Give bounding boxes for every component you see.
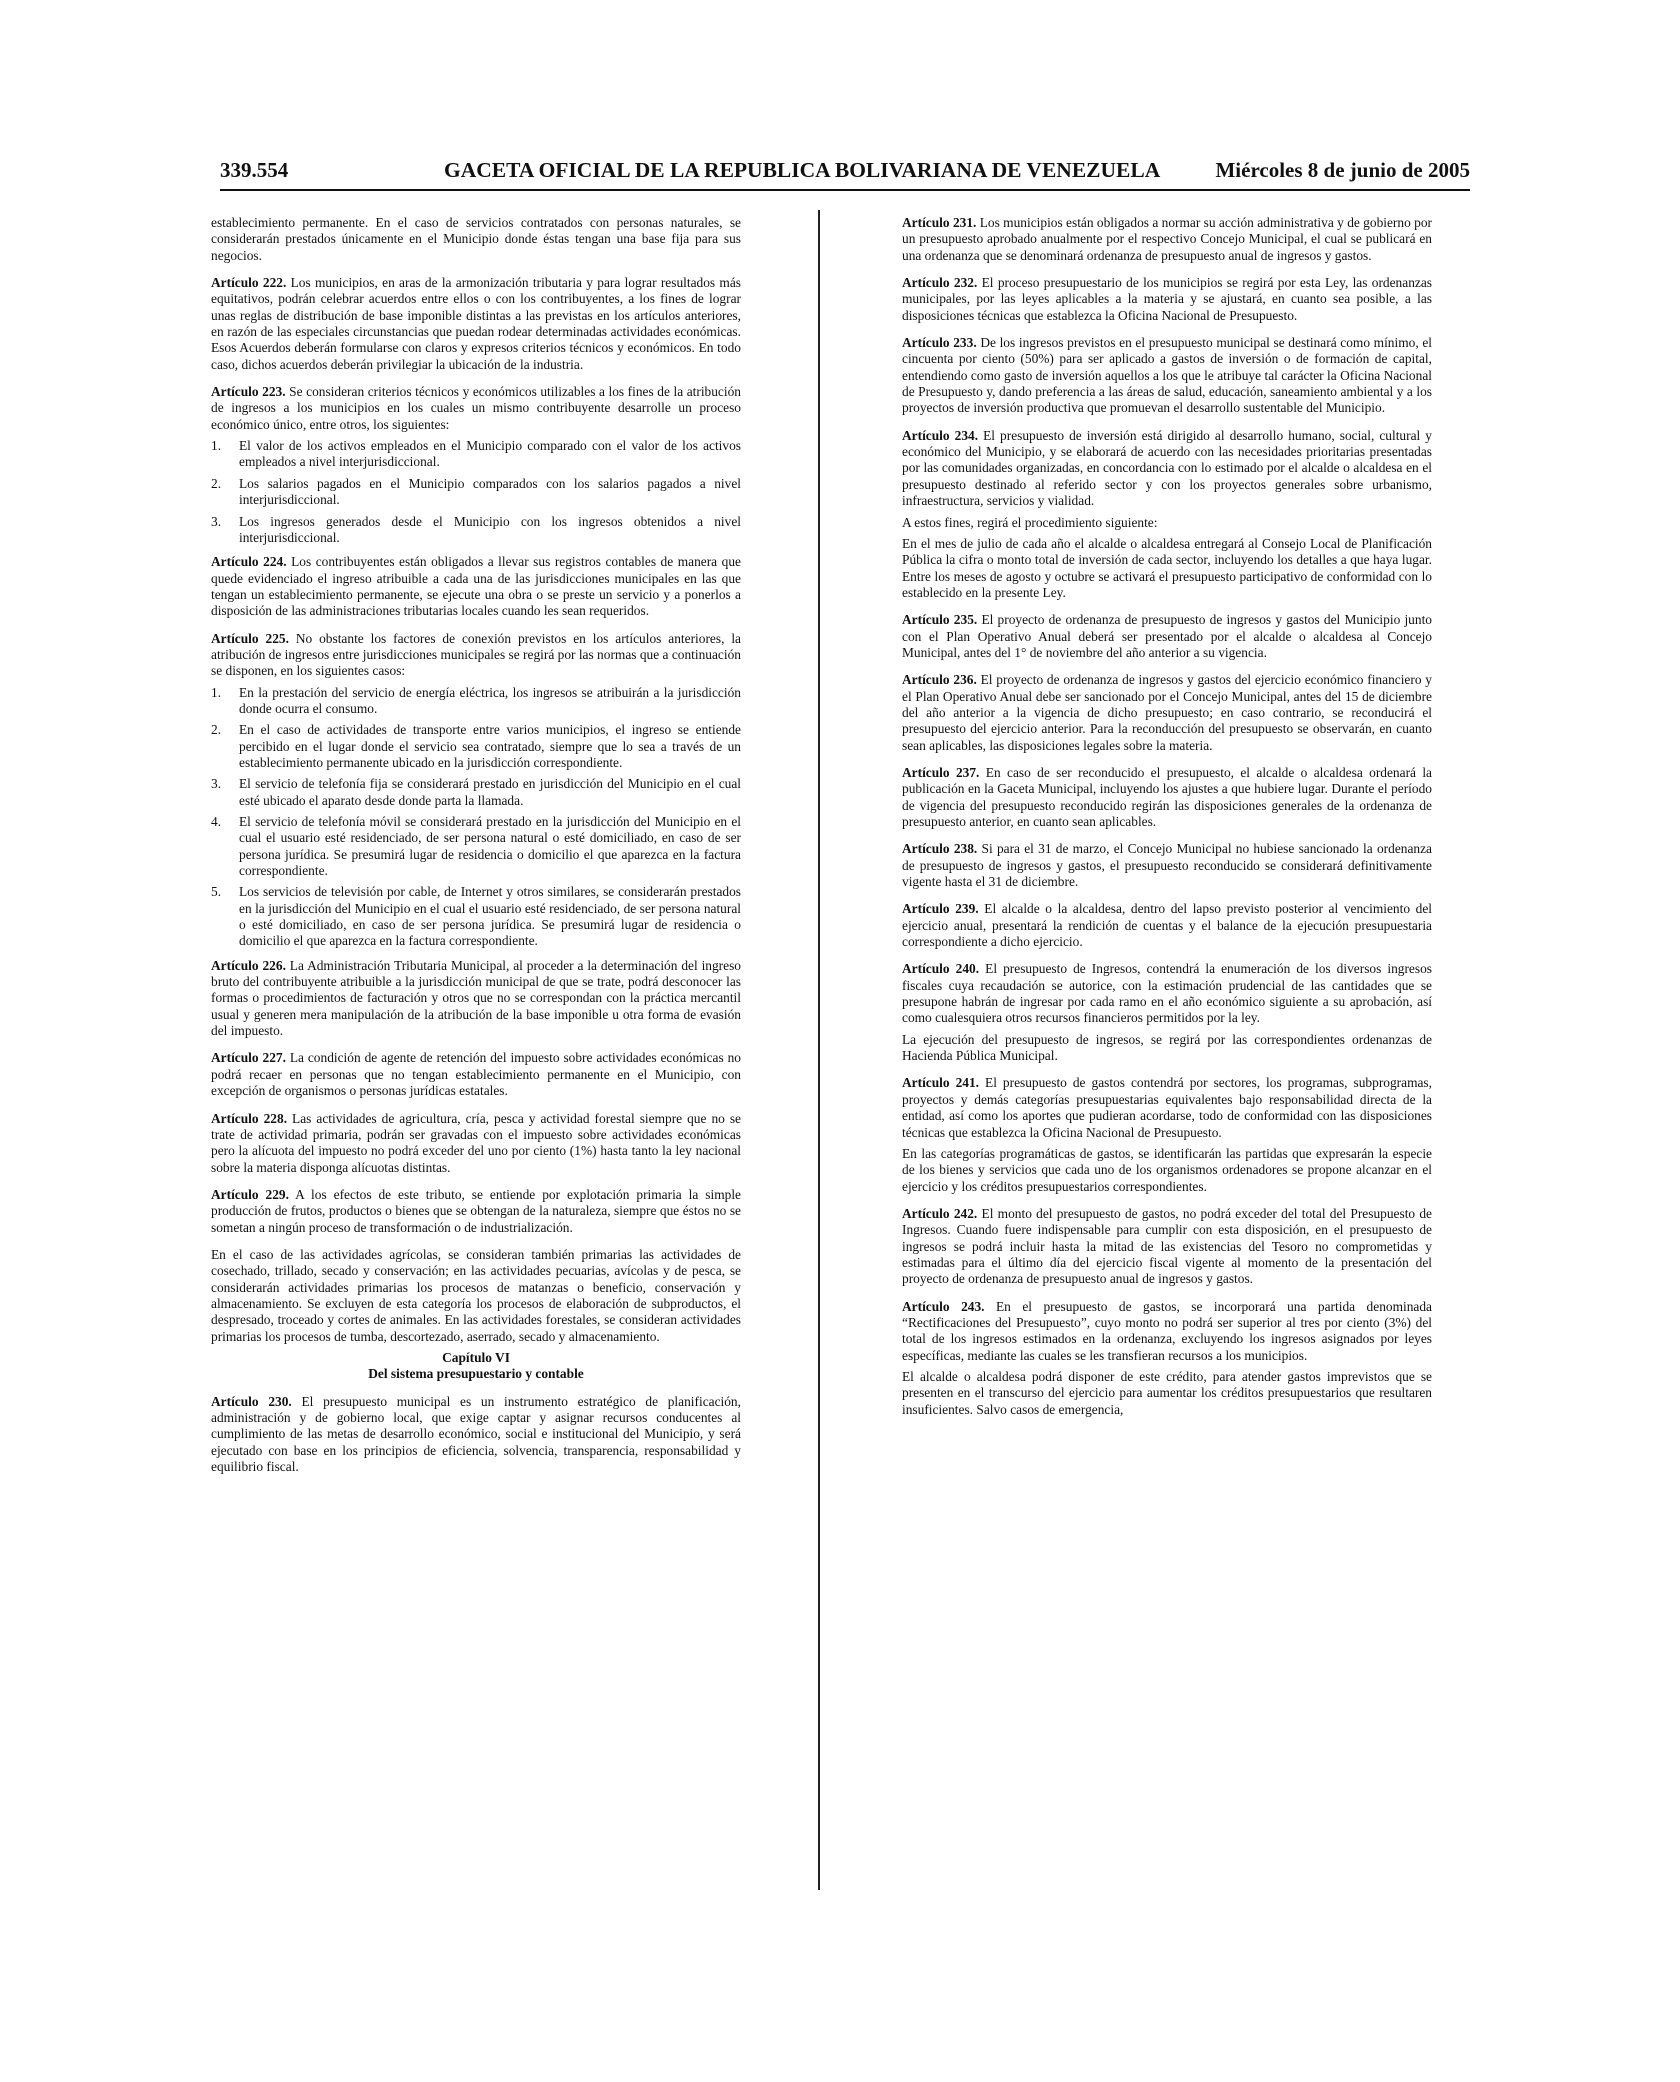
article-label: Artículo 234. [902, 427, 979, 443]
paragraph: A estos fines, regirá el procedimiento siguiente: [902, 514, 1158, 530]
item-number: 3. [211, 776, 222, 792]
left-column [211, 215, 741, 1486]
article-text: El proyecto de ordenanza de presupuesto de ingresos y gastos del Municipio junto con el Plan Operativo Anual deberá ser presentado por el alcalde o alcaldesa al Concejo Municipal, antes del 1° de noviembre del año anterior a su vigencia. [902, 612, 1432, 660]
list-item [211, 722, 741, 771]
item-number: 4. [211, 814, 222, 829]
article-228 [211, 1111, 741, 1176]
article-233 [902, 335, 1432, 417]
paragraph: El alcalde o alcaldesa podrá disponer de este crédito, para atender gastos imprevistos que se presenten en el transcurso del ejercicio para aumentar los créditos presupuestarios que resultaren insuficientes. Salvo casos de emergencia, [902, 1368, 1432, 1417]
article-242 [902, 1206, 1432, 1288]
article-236 [902, 672, 1432, 754]
article-text: El presupuesto de gastos contendrá por sectores, los programas, subprogramas, proyectos y demás categorías presupuestarias equivalentes bajo responsabilidad directa de la entidad, así como los aportes que pudieran acordarse, todo de conformidad con las disposiciones técnicas que establezca la Oficina Nacional de Presupuesto. [902, 1075, 1432, 1140]
article-223-list [211, 438, 741, 546]
article-text: El presupuesto municipal es un instrumento estratégico de planificación, administración y de gobierno local, que exige captar y asignar recursos conducentes al cumplimiento de las metas de desarrollo económico, social e institucional del Municipio, y será ejecutado con base en los principios de eficiencia, solvencia, transparencia, responsabilidad y equilibrio fiscal. [211, 1393, 741, 1475]
header-rule [220, 189, 1470, 191]
item-number: 2. [211, 475, 222, 491]
article-label: Artículo 242. [902, 1205, 978, 1221]
article-text: A los efectos de este tributo, se entiende por explotación primaria la simple producción de frutos, productos o bienes que se obtengan de la naturaleza, siempre que éstos no se sometan a ningún proceso de transformación o de industrialización. [211, 1186, 741, 1235]
article-label: Artículo 225. [211, 630, 289, 646]
page-number: 339.554 [220, 158, 289, 182]
chapter-title: Capítulo VI [442, 1349, 510, 1365]
list-item [211, 814, 741, 879]
article-text: El monto del presupuesto de gastos, no podrá exceder del total del Presupuesto de Ingresos. Cuando fuere indispensable para cumplir con esta disposición, en el presupuesto de ingresos se podrá incluir hasta la mitad de las existencias del Tesoro no comprometidas y estimadas para el último día del ejercicio fiscal vigente al momento de la presentación del proyecto de ordenanza de presupuesto anual de ingresos y gastos. [902, 1205, 1432, 1287]
article-label: Artículo 226. [211, 957, 286, 973]
item-number: 1. [211, 684, 222, 700]
item-number: 5. [211, 884, 222, 900]
article-label: Artículo 238. [902, 841, 978, 857]
article-label: Artículo 235. [902, 612, 978, 628]
article-235 [902, 612, 1432, 661]
article-label: Artículo 230. [211, 1393, 292, 1409]
paragraph: establecimiento permanente. En el caso de servicios contratados con personas naturales, se considerarán prestados únicamente en el Municipio donde éstas tengan una base fija para sus negocios. [211, 215, 741, 263]
article-241 [902, 1075, 1432, 1140]
article-label: Artículo 224. [211, 554, 287, 570]
article-label: Artículo 241. [902, 1075, 980, 1091]
list-item [211, 514, 741, 547]
item-number: 3. [211, 513, 222, 529]
list-item [211, 438, 741, 471]
article-label: Artículo 237. [902, 764, 980, 780]
article-text: No obstante los factores de conexión previstos en los artículos anteriores, la atribución de ingresos entre jurisdicciones municipales se regirá por las normas que a continuación se disponen, en los siguientes casos: [211, 630, 741, 679]
article-label: Artículo 236. [902, 672, 977, 688]
article-label: Artículo 223. [211, 384, 286, 400]
item-number: 1. [211, 438, 222, 454]
item-number: 2. [211, 722, 222, 738]
list-item [211, 884, 741, 949]
publication-title: GACETA OFICIAL DE LA REPUBLICA BOLIVARIANA DE VENEZUELA [444, 158, 1161, 182]
article-226 [211, 958, 741, 1040]
article-237 [902, 765, 1432, 830]
article-label: Artículo 239. [902, 901, 979, 917]
article-224 [211, 554, 741, 619]
item-text: Los ingresos generados desde el Municipio con los ingresos obtenidos a nivel interjurisdiccional. [239, 513, 741, 545]
article-text: Se consideran criterios técnicos y económicos utilizables a los fines de la atribución de ingresos a los municipios en los cuales un mismo contribuyente desarrolle un proceso económico único, entre otros, los siguientes: [211, 384, 741, 432]
item-text: El valor de los activos empleados en el Municipio comparado con el valor de los activos empleados a nivel interjurisdiccional. [239, 438, 741, 470]
article-227 [211, 1050, 741, 1099]
list-item [211, 776, 741, 809]
article-225-list [211, 685, 741, 950]
article-label: Artículo 227. [211, 1050, 286, 1066]
article-232 [902, 275, 1432, 324]
article-label: Artículo 243. [902, 1298, 985, 1314]
article-229 [211, 1187, 741, 1236]
article-text: Los municipios, en aras de la armonización tributaria y para lograr resultados más equitativos, podrán celebrar acuerdos entre ellos o con los contribuyentes, a los fines de lograr unas reglas de distribución de base imponible distintas a las previstas en los artículos anteriores, en razón de las especiales circunstancias que puedan rodear determinadas actividades económicas. Esos Acuerdos deberán formularse con claros y expresos criterios técnicos y económicos. En todo caso, dichos acuerdos deberán privilegiar la ubicación de la industria. [211, 275, 741, 372]
paragraph: En el caso de las actividades agrícolas, se consideran también primarias las actividades de cosechado, trillado, secado y conservación; en las actividades pecuarias, avícolas y de pesca, se considerarán actividades primarias los procesos de matanzas o beneficio, conservación y almacenamiento. Se excluyen de esta categoría los procesos de elaboración de subproductos, el despresado, troceado y cortes de animales. En las actividades forestales, se consideran actividades primarias los procesos de tumba, descortezado, aserrado, secado y almacenamiento. [211, 1246, 741, 1344]
article-text: El presupuesto de Ingresos, contendrá la enumeración de los diversos ingresos fiscales cuya recaudación se autorice, con la estimación prudencial de las cantidades que se presupone habrán de ingresar por cada ramo en el año económico siguiente a su aprobación, así como cualesquiera otros recursos financieros permitidos por la ley. [902, 961, 1432, 1026]
article-text: Los contribuyentes están obligados a llevar sus registros contables de manera que quede evidenciado el ingreso atribuible a cada una de las jurisdicciones municipales en las que tengan un establecimiento permanente, se ejecute una obra o se preste un servicio y a ponerlos a disposición de las administraciones tributarias locales cuando les sean requeridos. [211, 554, 741, 619]
list-item [211, 685, 741, 718]
paragraph: En el mes de julio de cada año el alcalde o alcaldesa entregará al Consejo Local de Planificación Pública la cifra o monto total de inversión de cada sector, incluyendo los detalles a que haya lugar. Entre los meses de agosto y octubre se activará el presupuesto participativo de conformidad con lo establecido en la presente Ley. [902, 535, 1432, 600]
item-text: Los salarios pagados en el Municipio comparados con los salarios pagados a nivel interjurisdiccional. [239, 475, 741, 508]
chapter-subtitle: Del sistema presupuestario y contable [368, 1366, 584, 1382]
article-text: La Administración Tributaria Municipal, al proceder a la determinación del ingreso bruto del contribuyente atribuible a la jurisdicción municipal de que se trate, podrá desconocer las formas o procedimientos de facturación y otros que no se correspondan con la práctica mercantil usual y generen mera manipulación de la atribución de la base imponible u otra forma de evasión del impuesto. [211, 957, 741, 1039]
article-label: Artículo 229. [211, 1186, 289, 1202]
item-text: Los servicios de televisión por cable, de Internet y otros similares, se considerarán prestados en la jurisdicción del Municipio en el cual el usuario esté residenciado, de ser persona natural o esté domiciliado, en caso de ser persona jurídica. Se presumirá lugar de residencia o domicilio el que aparezca en la factura correspondiente. [239, 884, 741, 949]
article-text: La condición de agente de retención del impuesto sobre actividades económicas no podrá recaer en personas que no tengan establecimiento permanente en el Municipio, con excepción de organismos o personas jurídicas estatales. [211, 1050, 741, 1099]
article-text: El presupuesto de inversión está dirigido al desarrollo humano, social, cultural y económico del Municipio, y se elaborará de acuerdo con las necesidades prioritarias presentadas por las comunidades organizadas, en concordancia con lo estimado por el alcalde o alcaldesa en el presupuesto destinado al referido sector y con los proyectos generales sobre urbanismo, infraestructura, servicios y vialidad. [902, 427, 1432, 509]
article-222 [211, 275, 741, 373]
article-238 [902, 841, 1432, 890]
article-label: Artículo 232. [902, 275, 978, 291]
article-text: El proceso presupuestario de los municipios se regirá por esta Ley, las ordenanzas municipales, por las leyes aplicables a la materia y se ajustará, en cuanto sea posible, a las disposiciones técnicas que establezca la Oficina Nacional de Presupuesto. [902, 275, 1432, 323]
page-header [220, 158, 1470, 190]
article-text: En el presupuesto de gastos, se incorporará una partida denominada “Rectificaciones del Presupuesto”, cuyo monto no podrá ser superior al tres por ciento (3%) del total de los ingresos estimados en la ordenanza, excluyendo los ingresos asignados por leyes específicas, mediante las cuales se les transfieran recursos a los municipios. [902, 1298, 1432, 1363]
paragraph: La ejecución del presupuesto de ingresos, se regirá por las correspondientes ordenanzas de Hacienda Pública Municipal. [902, 1031, 1432, 1064]
item-text: El servicio de telefonía fija se considerará prestado en jurisdicción del Municipio en el cual esté ubicado el aparato desde donde parta la llamada. [239, 776, 741, 808]
article-text: Los municipios están obligados a normar su acción administrativa y de gobierno por un presupuesto aprobado anualmente por el respectivo Concejo Municipal, el cual se publicará en una ordenanza que se denominará ordenanza de presupuesto anual de ingresos y gastos. [902, 215, 1432, 263]
article-text: El proyecto de ordenanza de ingresos y gastos del ejercicio económico financiero y el Plan Operativo Anual debe ser sancionado por el Concejo Municipal, antes del 15 de diciembre del año anterior a la vigencia de dicho presupuesto; en caso contrario, se reconducirá el presupuesto del ejercicio anterior. Para la reconducción del presupuesto se observarán, en cuanto sean aplicables, las disposiciones legales sobre la materia. [902, 672, 1432, 753]
article-label: Artículo 233. [902, 335, 977, 351]
article-230 [211, 1394, 741, 1476]
article-240 [902, 961, 1432, 1026]
article-225 [211, 631, 741, 680]
item-text: En el caso de actividades de transporte entre varios municipios, el ingreso se entiende percibido en el lugar donde el servicio sea contratado, siempre que lo sea a través de un establecimiento permanente ubicado en la jurisdicción correspondiente. [239, 722, 741, 770]
article-223 [211, 384, 741, 433]
article-234 [902, 428, 1432, 510]
list-item [211, 476, 741, 509]
paragraph: En las categorías programáticas de gastos, se identificarán las partidas que expresarán la especie de los bienes y servicios que cada uno de los organismos ordenadores se propone alcanzar en el ejercicio y los créditos presupuestarios correspondientes. [902, 1145, 1432, 1194]
article-label: Artículo 228. [211, 1110, 288, 1126]
article-text: De los ingresos previstos en el presupuesto municipal se destinará como mínimo, el cincuenta por ciento (50%) para ser aplicado a gastos de inversión o de formación de capital, entendiendo como gasto de inversión aquellos a los que le atribuye tal carácter la Oficina Nacional de Presupuesto y, dando preferencia a las áreas de salud, educación, saneamiento ambiental y a los proyectos de inversión productiva que promuevan el desarrollo sustentable del Municipio. [902, 335, 1432, 416]
right-column [902, 215, 1432, 1429]
column-divider [818, 210, 820, 1890]
article-label: Artículo 231. [902, 215, 977, 230]
article-text: Las actividades de agricultura, cría, pesca y actividad forestal siempre que no se trate de actividad primaria, podrán ser gravadas con el impuesto sobre actividades económicas pero la alícuota del impuesto no podrá exceder del uno por ciento (1%) hasta tanto la ley nacional sobre la materia disponga alícuotas distintas. [211, 1110, 741, 1175]
article-text: En caso de ser reconducido el presupuesto, el alcalde o alcaldesa ordenará la publicación en la Gaceta Municipal, incluyendo los ajustes a que hubiere lugar. Durante el período de vigencia del presupuesto reconducido regirán las disposiciones generales de la ordenanza de presupuesto anterior, en cuanto sean aplicables. [902, 764, 1432, 829]
article-label: Artículo 222. [211, 275, 287, 291]
article-text: Si para el 31 de marzo, el Concejo Municipal no hubiese sancionado la ordenanza de presupuesto de ingresos y gastos, el presupuesto reconducido se considerará definitivamente vigente hasta el 31 de diciembre. [902, 841, 1432, 890]
item-text: En la prestación del servicio de energía eléctrica, los ingresos se atribuirán a la jurisdicción donde ocurra el consumo. [239, 684, 741, 716]
article-243 [902, 1299, 1432, 1364]
item-text: El servicio de telefonía móvil se considerará prestado en la jurisdicción del Municipio en el cual el usuario esté residenciado, de ser persona natural o esté domiciliado, en caso de ser persona jurídica. Se presumirá lugar de residencia o domicilio el que aparezca en la factura correspondiente. [239, 814, 741, 879]
article-231 [902, 215, 1432, 264]
article-239 [902, 901, 1432, 950]
publication-date: Miércoles 8 de junio de 2005 [1215, 158, 1470, 182]
article-label: Artículo 240. [902, 961, 980, 977]
article-text: El alcalde o la alcaldesa, dentro del lapso previsto posterior al vencimiento del ejercicio anual, presentará la rendición de cuentas y el balance de la ejecución presupuestaria correspondiente a dicho ejercicio. [902, 901, 1432, 950]
